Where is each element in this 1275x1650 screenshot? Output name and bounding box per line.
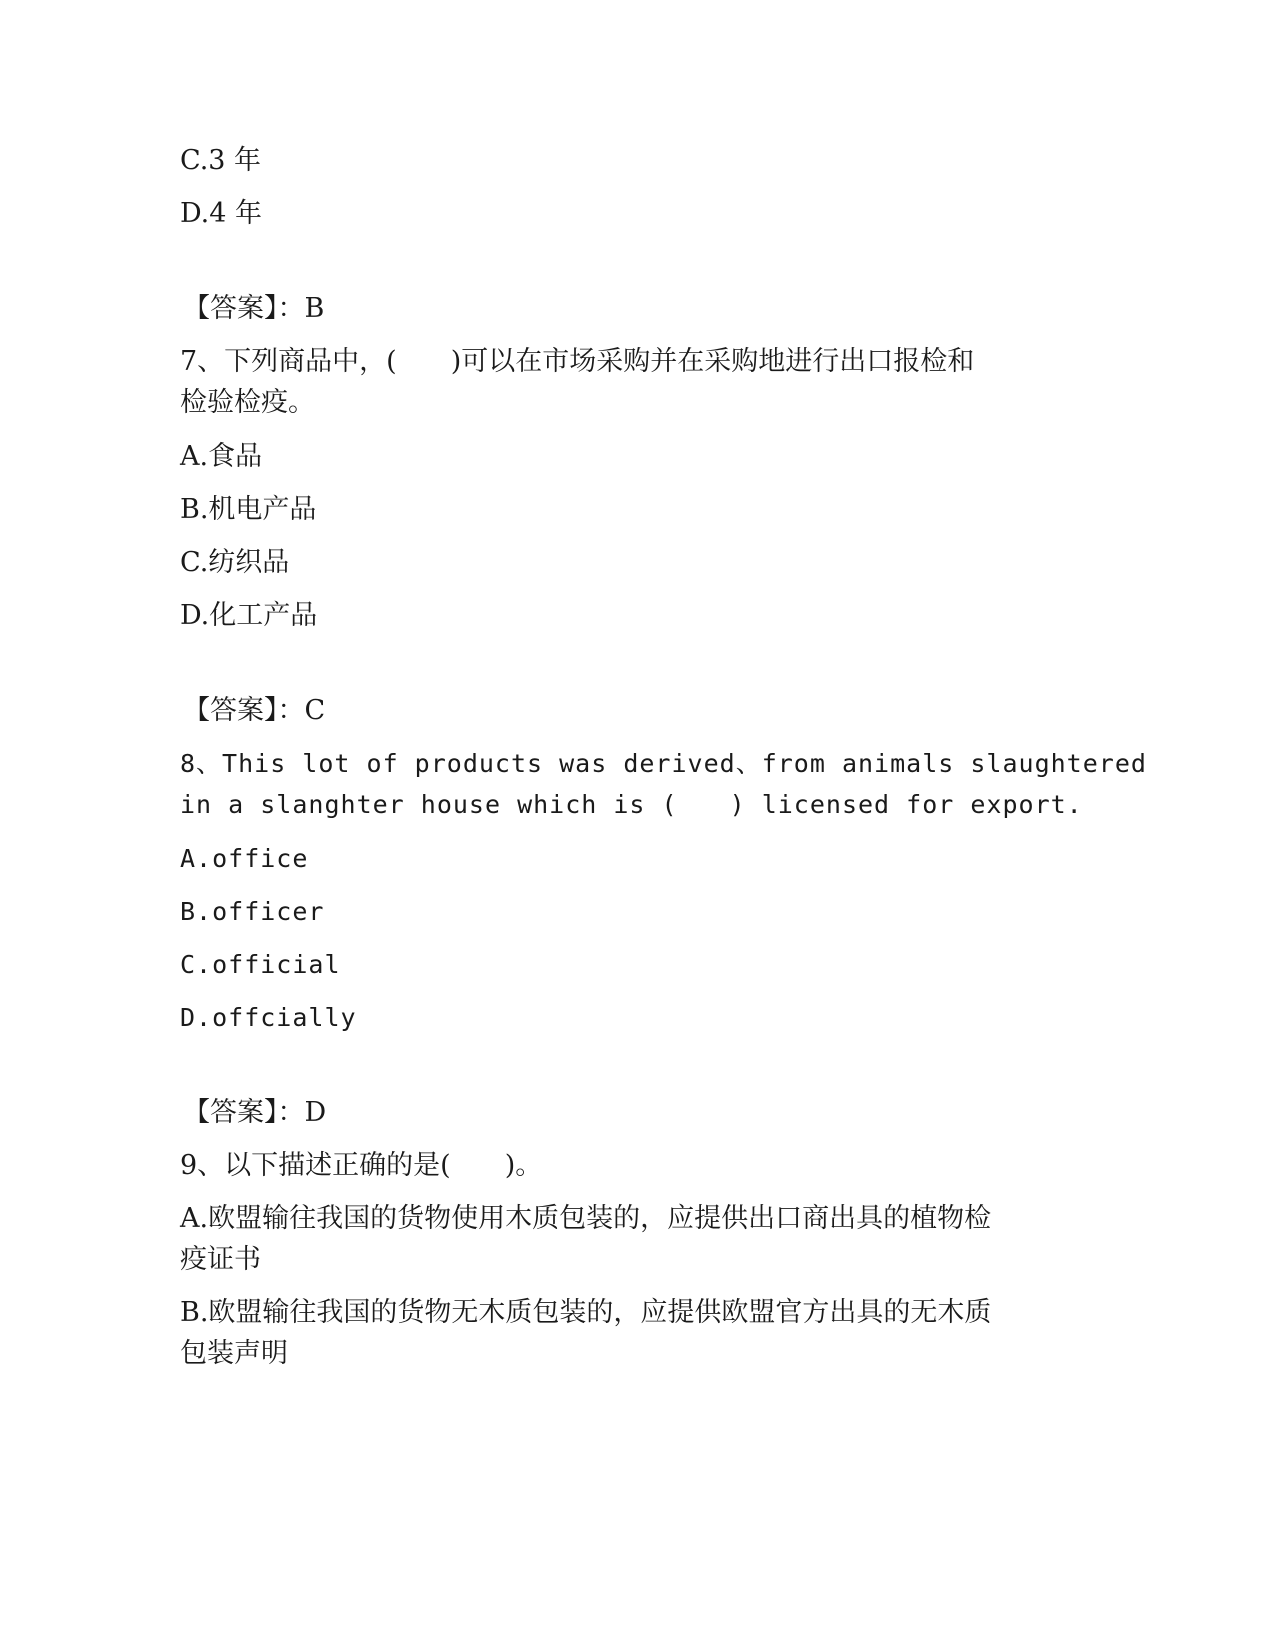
q7-option-d: D.化工产品	[180, 600, 318, 631]
q6-answer: 【答案】：B	[183, 293, 325, 324]
q7-option-a: A.食品	[180, 441, 263, 472]
q7-answer: 【答案】：C	[183, 695, 326, 726]
q9-option-a-line1: A.欧盟输往我国的货物使用木质包装的，应提供出口商出具的植物检	[180, 1203, 992, 1234]
q8-stem-line2: in a slanghter house which is ( ) licensed for export.	[180, 790, 1083, 819]
q6-option-d: D.4 年	[180, 198, 263, 229]
q7-option-b: B.机电产品	[180, 494, 317, 525]
q7-stem-line2: 检验检疫。	[180, 387, 315, 418]
q8-option-a: A.office	[180, 844, 309, 873]
q9-option-b-line2: 包装声明	[180, 1338, 288, 1369]
q6-option-c: C.3 年	[180, 145, 262, 176]
q8-stem-line1: 8、This lot of products was derived、from animals slaughtered	[180, 749, 1147, 778]
q7-option-c: C.纺织品	[180, 547, 290, 578]
q8-option-d: D.offcially	[180, 1003, 357, 1032]
q8-option-b: B.officer	[180, 897, 325, 926]
q8-answer: 【答案】：D	[183, 1097, 327, 1128]
q9-stem: 9、以下描述正确的是( )。	[180, 1150, 543, 1181]
q9-option-a-line2: 疫证书	[180, 1244, 261, 1275]
q7-stem-line1: 7、下列商品中，( )可以在市场采购并在采购地进行出口报检和	[180, 346, 975, 377]
q8-option-c: C.official	[180, 950, 341, 979]
q9-option-b-line1: B.欧盟输往我国的货物无木质包装的，应提供欧盟官方出具的无木质	[180, 1297, 992, 1328]
